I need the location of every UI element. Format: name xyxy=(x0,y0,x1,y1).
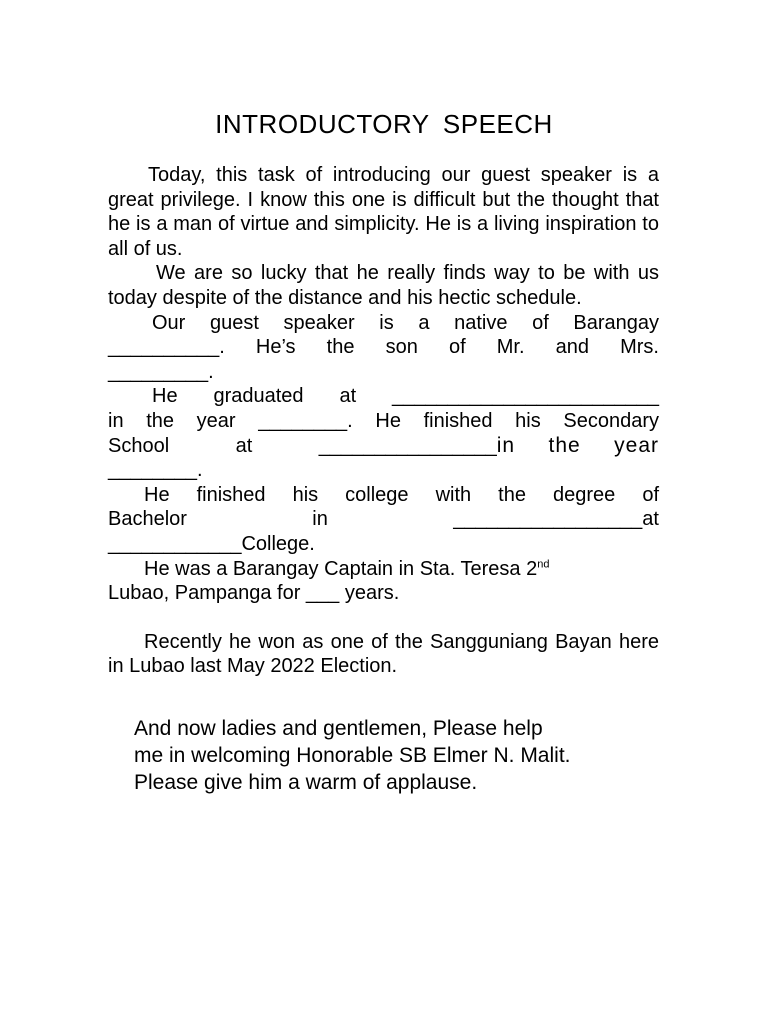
paragraph-graduated xyxy=(108,384,659,482)
closing-remarks xyxy=(134,715,694,796)
paragraph-intro: Today, this task of introducing our guest speaker is a great privilege. I know this one is difficult but the thought that he is a man of virtue and simplicity. He is a living inspiration to all of us. xyxy=(108,164,659,260)
college-line-1: He finished his college with the degree of xyxy=(144,483,659,506)
graduated-line-4: ________. xyxy=(108,459,203,482)
page-title: INTRODUCTORY SPEECH xyxy=(215,109,553,139)
college-line-3: ____________College. xyxy=(108,532,315,555)
at-blank: _________________at xyxy=(453,508,659,531)
closing-line-2: me in welcoming Honorable SB Elmer N. Malit. xyxy=(134,744,571,767)
native-line-3: _________. xyxy=(108,360,214,383)
ordinal-suffix: nd xyxy=(537,557,550,570)
graduated-line-2: in the year ________. He finished his Secondary xyxy=(108,409,659,432)
school-label: School at ________________ xyxy=(108,434,497,457)
native-line-2: __________. He’s the son of Mr. and Mrs. xyxy=(108,336,659,359)
bachelor-label: Bachelor xyxy=(108,508,187,531)
closing-line-3: Please give him a warm of applause. xyxy=(134,771,478,794)
paragraph-recently: Recently he won as one of the Sangguniang Bayan here in Lubao last May 2022 Election. xyxy=(108,630,659,678)
paragraph-lucky: We are so lucky that he really finds way to be with us today despite of the distance and his hectic schedule. xyxy=(108,262,659,309)
captain-line-1 xyxy=(108,557,659,582)
paragraph-native xyxy=(108,311,659,385)
college-line-2 xyxy=(108,507,659,532)
paragraph-college xyxy=(108,483,659,557)
native-line-1: Our guest speaker is a native of Barangay xyxy=(152,311,659,334)
closing-line-1: And now ladies and gentlemen, Please help xyxy=(134,717,543,740)
captain-line-2: Lubao, Pampanga for ___ years. xyxy=(108,582,400,605)
paragraph-captain xyxy=(108,557,659,606)
spacer xyxy=(108,606,659,630)
captain-text: He was a Barangay Captain in Sta. Teresa 2 xyxy=(144,557,538,580)
graduated-line-3 xyxy=(108,434,659,459)
graduated-line-1: He graduated at ________________________ xyxy=(152,385,659,408)
speech-body xyxy=(108,163,659,679)
in-the-year-label: in the year xyxy=(496,433,660,457)
in-label: in xyxy=(312,508,328,531)
